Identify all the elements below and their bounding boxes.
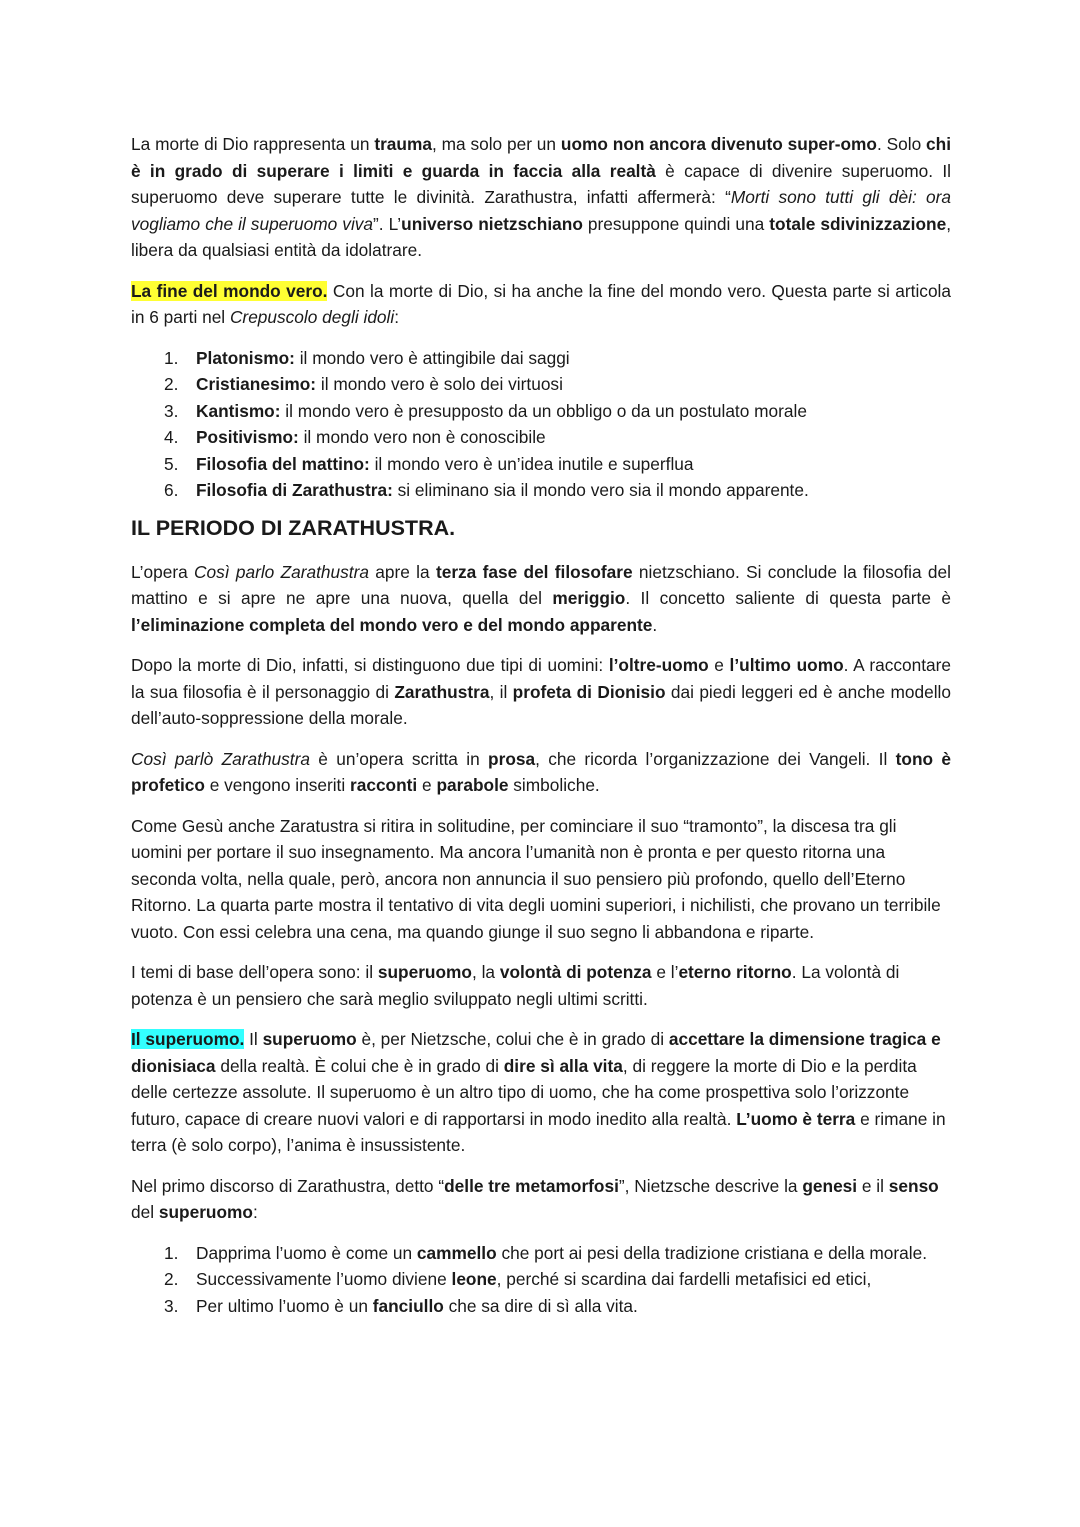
text-run: prosa — [488, 748, 536, 769]
text-run: senso — [888, 1175, 939, 1196]
text-run: I temi di base dell’opera sono: il — [131, 962, 378, 982]
text-run: Per ultimo l’uomo è un — [196, 1295, 373, 1316]
text-run: , che ricorda l’organizzazione dei Vangeli. Il — [535, 748, 896, 769]
text-run: superuomo — [158, 1202, 253, 1222]
paragraph-solitude — [131, 813, 951, 946]
text-run: L’uomo è terra — [736, 1108, 856, 1129]
text-run: , il — [489, 681, 513, 702]
text-run: è, per Nietzsche, colui che è in grado di — [356, 1029, 669, 1049]
paragraph-death-of-god — [131, 131, 951, 264]
highlighted-heading: La fine del mondo vero. — [131, 280, 328, 301]
text-run: dire sì alla vita — [503, 1055, 623, 1076]
text-run: apre la — [368, 561, 436, 582]
text-run: Nel primo discorso di Zarathustra, detto “ — [131, 1175, 445, 1196]
text-run: Con la morte di Dio, si ha anche la fine del mondo vero. Questa parte si articola in 6 parti nel — [131, 280, 952, 327]
text-run: e rimane in terra (è solo corpo), l’anima è insussistente. — [131, 1108, 946, 1155]
paragraph-two-types-of-men — [131, 652, 951, 732]
text-run: Come Gesù anche Zaratustra si ritira in solitudine, per cominciare il suo “tramonto”, la discesa tra gli uomini per portare il suo insegnamento. Ma ancora l’umanità non è pronta e per questo ritorna una seconda volta, nella quale, però, ancora non annuncia il suo pensiero più profondo, quello dell’Eterno Ritorno. La quarta parte mostra il tentativo di vita degli uomini superiori, i nichilisti, che provano un terribile vuoto. Con essi celebra una cena, ma quando giunge il suo segno li abbandona e riparte. — [131, 815, 941, 942]
text-run: Il — [244, 1029, 263, 1049]
paragraph-three-metamorphoses — [131, 1173, 951, 1226]
paragraph-superman — [131, 1026, 951, 1159]
text-run: superuomo — [262, 1029, 357, 1049]
text-run: Morti sono tutti gli dèi: ora vogliamo che il superuomo viva — [131, 187, 951, 234]
paragraph-third-phase — [131, 559, 951, 639]
text-run: l’eliminazione completa del mondo vero e del mondo apparente — [131, 614, 653, 635]
text-run: . — [652, 614, 658, 635]
text-run: , la — [471, 962, 500, 982]
text-run: superuomo — [377, 962, 472, 982]
list-item: 3. Per ultimo l’uomo è un fanciullo che sa dire di sì alla vita. — [164, 1295, 638, 1316]
text-run: . Solo — [876, 134, 927, 154]
text-run: La morte di Dio rappresenta un — [131, 134, 375, 154]
text-run: e vengono inseriti — [204, 775, 350, 795]
text-run: della realtà. È colui che è in grado di — [215, 1055, 504, 1076]
text-run: parabole — [436, 775, 509, 795]
text-run: L’opera — [131, 561, 195, 582]
list-item: 3. Kantismo: il mondo vero è presupposto da un obbligo o da un postulato morale — [164, 400, 807, 421]
text-run: Dopo la morte di Dio, infatti, si distinguono due tipi di uomini: — [131, 655, 609, 675]
text-run: totale sdivinizzazione — [769, 213, 947, 234]
text-run: l’oltre-uomo — [608, 655, 709, 675]
text-run: . Il concetto saliente di questa parte è — [625, 588, 951, 608]
list-item: 2. Cristianesimo: il mondo vero è solo dei virtuosi — [164, 374, 563, 394]
text-run: chi è in grado di superare i limiti e guarda in faccia alla realtà — [131, 134, 952, 181]
text-run: e — [708, 655, 730, 675]
text-run: simboliche. — [508, 775, 600, 795]
list-item: 5. Filosofia del mattino: il mondo vero è un’idea inutile e superflua — [164, 453, 694, 474]
list-metamorphoses — [131, 1240, 951, 1320]
text-run: leone — [451, 1269, 497, 1289]
text-run: . La volontà di potenza è un pensiero che sarà meglio sviluppato negli ultimi scritti. — [131, 962, 900, 1009]
list-item: 1. Dapprima l’uomo è come un cammello che port ai pesi della tradizione cristiana e della morale. — [164, 1242, 927, 1263]
text-run: terza fase del filosofare — [435, 561, 633, 582]
text-run: Così parlò Zarathustra — [131, 748, 310, 769]
text-run: universo nietzschiano — [401, 213, 583, 234]
text-run: dai piedi leggeri ed è anche modello dell’auto-soppressione della morale. — [131, 681, 951, 728]
text-run: : — [252, 1202, 258, 1222]
text-run: meriggio — [552, 588, 626, 608]
text-run: fanciullo — [372, 1295, 444, 1316]
text-run: Così parlo Zarathustra — [194, 561, 369, 582]
text-run: , di reggere la morte di Dio e la perdita delle certezze assolute. Il superuomo è un altro tipo di uomo, che ha come prospettiva solo l’orizzonte futuro, capace di creare nuovi valori e di rapportarsi in modo inedito alla realtà. — [131, 1055, 917, 1129]
text-run: nietzschiano. Si conclude la filosofia del mattino e si apre ne apre una nuova, quella del — [131, 561, 951, 608]
text-run: che port ai pesi della tradizione cristiana e della morale. — [496, 1242, 927, 1263]
paragraph-end-of-true-world — [131, 278, 951, 331]
text-run: delle tre metamorfosi — [444, 1175, 619, 1196]
text-run: Crepuscolo degli idoli — [229, 307, 395, 327]
list-item: 6. Filosofia di Zarathustra: si eliminano sia il mondo vero sia il mondo apparente. — [164, 480, 809, 500]
text-run: : — [394, 307, 400, 327]
paragraph-themes — [131, 959, 951, 1012]
text-run: ”, Nietzsche descrive la — [618, 1175, 803, 1196]
text-run: uomo non ancora divenuto super-omo — [560, 134, 877, 154]
text-run: che sa dire di sì alla vita. — [443, 1295, 638, 1316]
text-run: l’ultimo uomo — [729, 655, 844, 675]
paragraph-prose-work — [131, 746, 951, 799]
text-run: Dapprima l’uomo è come un — [196, 1242, 417, 1263]
text-run: , ma solo per un — [431, 134, 561, 154]
highlighted-heading: Il superuomo. — [131, 1029, 245, 1049]
text-run: tono è profetico — [131, 748, 952, 795]
text-run: . A raccontare la sua filosofia è il personaggio di — [131, 655, 951, 702]
text-run: cammello — [416, 1242, 497, 1263]
list-true-world-stages — [131, 345, 951, 504]
document-page — [131, 131, 951, 1328]
text-run: profeta di Dionisio — [512, 681, 666, 702]
text-run: ”. L’ — [373, 213, 402, 234]
text-run: accettare la dimensione tragica e dionisiaca — [131, 1029, 941, 1076]
text-run: è un’opera scritta in — [309, 748, 489, 769]
text-run: presuppone quindi una — [582, 213, 770, 234]
text-run: Successivamente l’uomo diviene — [196, 1269, 452, 1289]
list-item: 2. Successivamente l’uomo diviene leone, perché si scardina dai fardelli metafisici ed etici, — [164, 1269, 872, 1289]
text-run: , perché si scardina dai fardelli metafisici ed etici, — [496, 1269, 872, 1289]
text-run: del — [131, 1202, 159, 1222]
text-run: è capace di divenire superuomo. Il superuomo deve superare tutte le divinità. Zarathustra, infatti affermerà: “ — [131, 160, 951, 207]
text-run: racconti — [350, 775, 418, 795]
text-run: e il — [857, 1175, 889, 1196]
list-item: 1. Platonismo: il mondo vero è attingibile dai saggi — [164, 347, 570, 368]
text-run: eterno ritorno — [678, 962, 792, 982]
text-run: genesi — [802, 1175, 858, 1196]
list-item: 4. Positivismo: il mondo vero non è conoscibile — [164, 427, 546, 447]
text-run: volontà di potenza — [499, 962, 652, 982]
text-run: e — [417, 775, 437, 795]
text-run: e l’ — [651, 962, 679, 982]
section-heading: IL PERIODO DI ZARATHUSTRA. — [131, 515, 456, 540]
text-run: , libera da qualsiasi entità da idolatrare. — [131, 213, 951, 260]
text-run: Zarathustra — [394, 681, 490, 702]
text-run: trauma — [374, 134, 432, 154]
